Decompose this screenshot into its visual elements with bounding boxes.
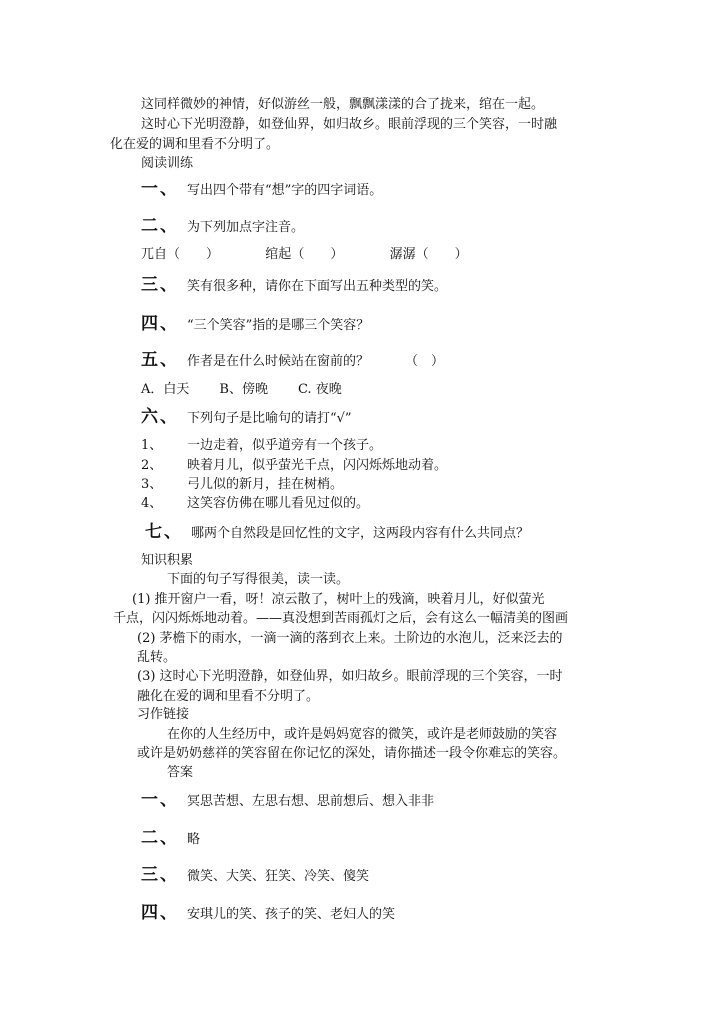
sentence-line: (3) 这时心下光明澄静，如登仙界，如归故乡。眼前浮现的三个笑容，一时 bbox=[137, 669, 563, 684]
option-b: B、傍晚 bbox=[219, 382, 268, 397]
sentence-line: 千点，闪闪烁烁地动着。——真没想到苦雨孤灯之后，会有这么一幅清美的图画 bbox=[113, 611, 569, 626]
section-heading-knowledge: 知识积累 bbox=[141, 553, 194, 568]
answer-3 bbox=[141, 866, 369, 886]
pinyin-row bbox=[141, 246, 468, 264]
question-4 bbox=[141, 315, 369, 335]
question-1 bbox=[141, 180, 382, 200]
question-text: “三个笑容”指的是哪三个笑容？ bbox=[187, 318, 370, 333]
question-number: 七、 bbox=[145, 522, 183, 542]
answer-1 bbox=[141, 791, 434, 811]
writing-line: 或许是奶奶慈祥的笑容留在你记忆的深处，请你描述一段令你难忘的笑容。 bbox=[137, 746, 567, 761]
list-item: 1、 一边走着，似乎道旁有一个孩子。 bbox=[141, 438, 383, 453]
sentence-line: (1) 推开窗户一看，呀！凉云散了，树叶上的残滴，映着月儿，好似萤光 bbox=[132, 592, 545, 607]
answer-text: 略 bbox=[187, 832, 201, 847]
question-text: 下列句子是比喻句的请打“√” bbox=[187, 411, 352, 426]
question-number: 六、 bbox=[141, 407, 179, 427]
question-7 bbox=[145, 523, 529, 543]
list-item: 4、 这笑容仿佛在哪儿看见过似的。 bbox=[141, 496, 370, 511]
writing-line: 在你的人生经历中，或许是妈妈宽容的微笑，或许是老师鼓励的笑容 bbox=[167, 727, 558, 742]
passage-line: 这时心下光明澄静，如登仙界，如归故乡。眼前浮现的三个笑容，一时融 bbox=[141, 117, 558, 132]
pinyin-blank: （ ） bbox=[415, 247, 468, 262]
pinyin-word: 潺潺 bbox=[389, 247, 416, 262]
question-text: 作者是在什么时候站在窗前的？ bbox=[187, 354, 370, 369]
answer-text: 安琪儿的笑、孩子的笑、老妇人的笑 bbox=[187, 907, 396, 922]
answer-number: 四、 bbox=[141, 903, 179, 923]
passage-line: 这同样微妙的神情，好似游丝一般，飘飘漾漾的合了拢来，绾在一起。 bbox=[141, 97, 545, 112]
question-number: 二、 bbox=[141, 216, 179, 236]
pinyin-blank: （ ） bbox=[167, 247, 220, 262]
question-number: 四、 bbox=[141, 314, 179, 334]
question-2 bbox=[141, 217, 304, 237]
passage-line: 化在爱的调和里看不分明了。 bbox=[110, 137, 280, 152]
knowledge-intro: 下面的句子写得很美，读一读。 bbox=[167, 572, 350, 587]
question-number: 三、 bbox=[141, 275, 179, 295]
answer-4 bbox=[141, 904, 395, 924]
question-number: 一、 bbox=[141, 179, 179, 199]
section-heading-reading: 阅读训练 bbox=[141, 156, 194, 171]
answer-number: 一、 bbox=[141, 790, 179, 810]
list-item: 3、 弓儿似的新月，挂在树梢。 bbox=[141, 477, 344, 492]
answer-blank: （ ） bbox=[405, 354, 445, 369]
answer-number: 三、 bbox=[141, 865, 179, 885]
question-number: 五、 bbox=[141, 350, 179, 370]
pinyin-blank: （ ） bbox=[291, 247, 344, 262]
pinyin-word: 兀自 bbox=[141, 247, 168, 262]
option-a: A．白天 bbox=[141, 382, 190, 397]
pinyin-word: 绾起 bbox=[265, 247, 292, 262]
question-6 bbox=[141, 408, 352, 428]
answer-text: 微笑、大笑、狂笑、冷笑、傻笑 bbox=[187, 869, 370, 884]
question-5 bbox=[141, 351, 444, 371]
option-c: C. 夜晚 bbox=[297, 382, 342, 397]
section-heading-writing: 习作链接 bbox=[137, 707, 190, 722]
list-item: 2、 映着月儿，似乎萤光千点，闪闪烁烁地动着。 bbox=[141, 458, 448, 473]
sentence-line: 融化在爱的调和里看不分明了。 bbox=[137, 689, 320, 704]
section-heading-answers: 答案 bbox=[167, 765, 194, 780]
question-text: 为下列加点字注音。 bbox=[187, 220, 305, 235]
question-text: 笑有很多种，请你在下面写出五种类型的笑。 bbox=[187, 279, 448, 294]
sentence-line: 乱转。 bbox=[137, 650, 177, 665]
answer-number: 二、 bbox=[141, 828, 179, 848]
answer-2 bbox=[141, 829, 200, 849]
question-text: 哪两个自然段是回忆性的文字，这两段内容有什么共同点？ bbox=[191, 526, 530, 541]
question-text: 写出四个带有“想”字的四字词语。 bbox=[187, 183, 383, 198]
q5-options bbox=[141, 381, 342, 399]
question-3 bbox=[141, 276, 447, 296]
sentence-line: (2) 茅檐下的雨水，一滴一滴的落到衣上来。土阶边的水泡儿，泛来泛去的 bbox=[137, 631, 563, 646]
answer-text: 冥思苦想、左思右想、思前想后、想入非非 bbox=[187, 794, 435, 809]
